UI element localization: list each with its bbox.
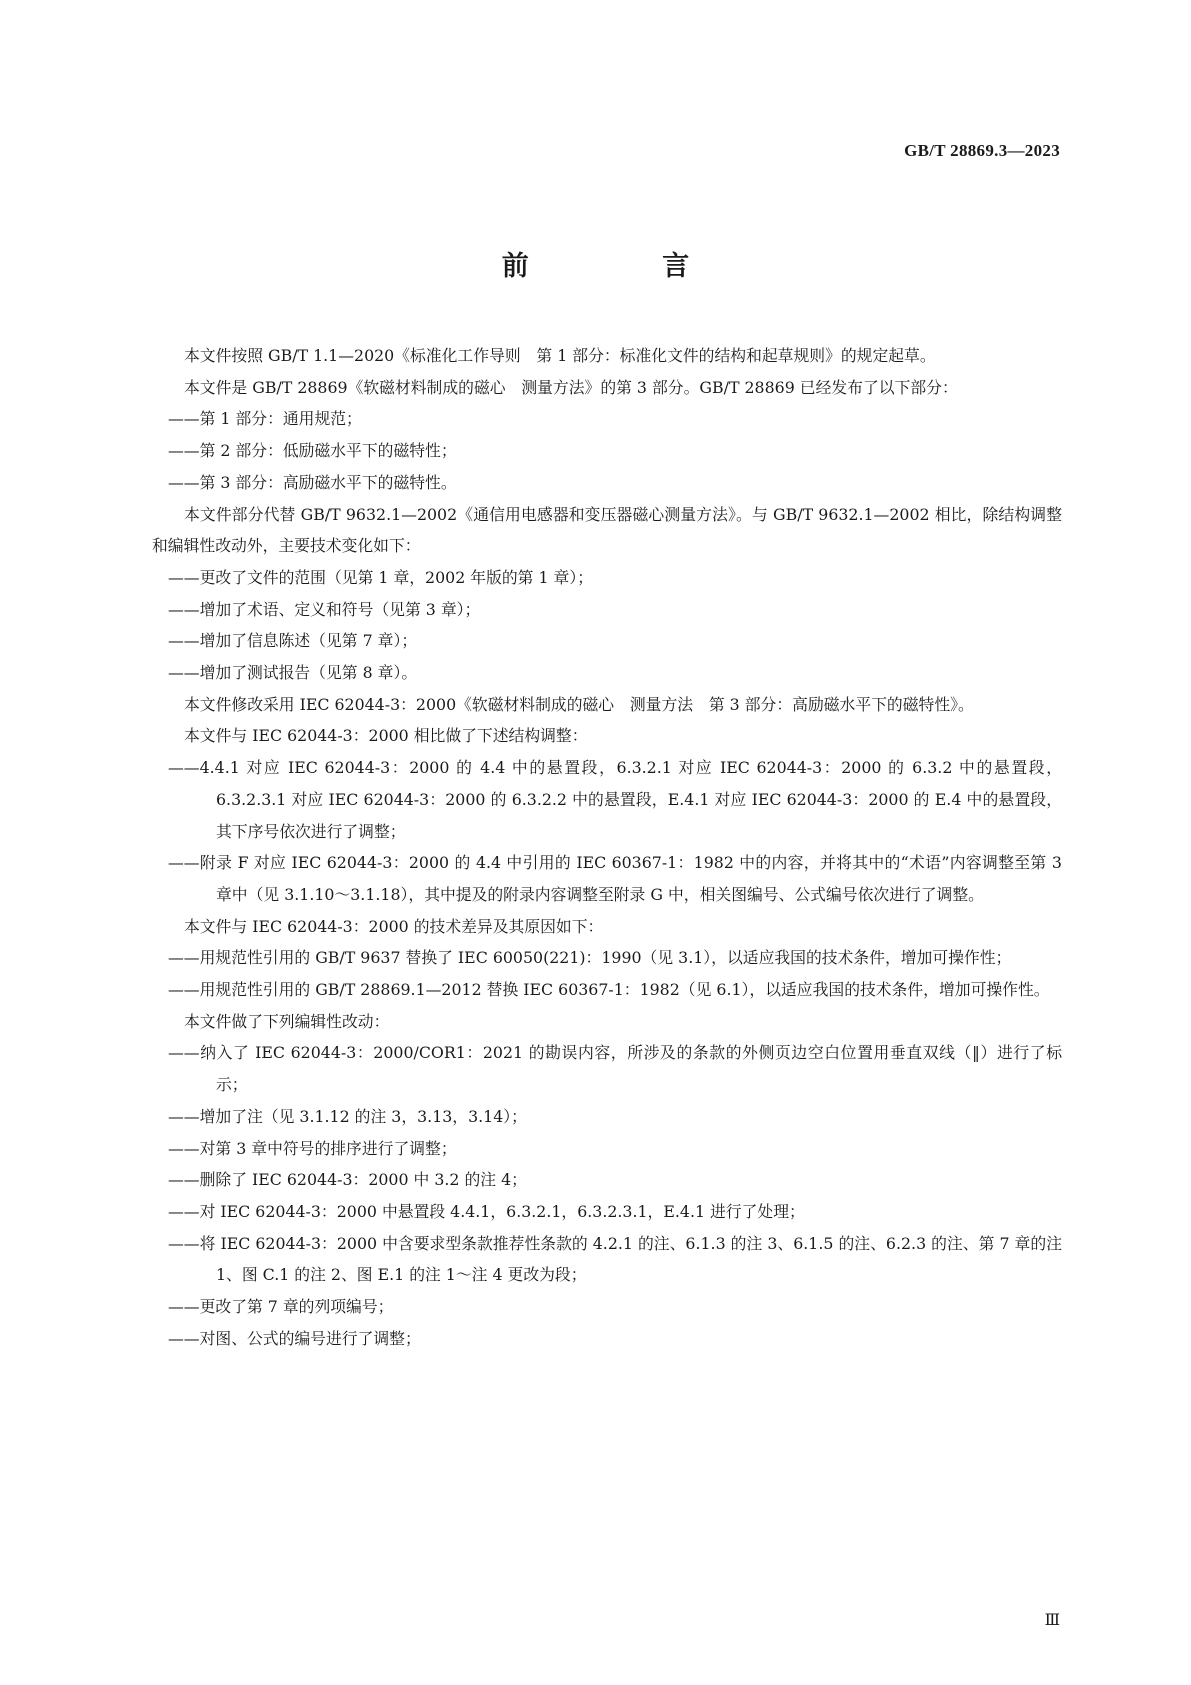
paragraph: 本文件做了下列编辑性改动： [184,1011,390,1031]
list-item: ——对第 3 章中符号的排序进行了调整； [168,1138,457,1158]
list-item: ——增加了测试报告（见第 8 章）。 [168,663,418,683]
page-title: 前 言 [501,251,752,282]
list-item: ——对 IEC 62044-3：2000 中悬置段 4.4.1，6.3.2.1，6.3.2.3.1，E.4.1 进行了处理； [168,1201,805,1221]
paragraph: 本文件与 IEC 62044-3：2000 相比做了下述结构调整： [184,726,588,746]
list-item: ——用规范性引用的 GB/T 9637 替换了 IEC 60050(221)：1990（见 3.1），以适应我国的技术条件，增加可操作性； [168,948,1012,968]
document-code: GB/T 28869.3—2023 [904,141,1060,160]
list-item: ——更改了第 7 章的列项编号； [168,1297,394,1317]
list-item: ——第 3 部分：高励磁水平下的磁特性。 [168,472,457,492]
list-item: ——第 1 部分：通用规范； [168,409,362,429]
list-item: ——更改了文件的范围（见第 1 章，2002 年版的第 1 章）； [168,567,594,587]
paragraph: 本文件修改采用 IEC 62044-3：2000《软磁材料制成的磁心 测量方法 第 3 部分：高励磁水平下的磁特性》。 [184,694,974,714]
list-item: ——纳入了 IEC 62044-3：2000/COR1：2021 的勘误内容，所涉及的条款的外侧页边空白位置用垂直双线（‖）进行了标示； [168,1043,1062,1095]
paragraph: 本文件是 GB/T 28869《软磁材料制成的磁心 测量方法》的第 3 部分。GB/T 28869 已经发布了以下部分： [184,377,958,397]
paragraph: 本文件部分代替 GB/T 9632.1—2002《通信用电感器和变压器磁心测量方法》。与 GB/T 9632.1—2002 相比，除结构调整和编辑性改动外，主要技术变化如下： [152,504,1062,556]
document-body [152,340,1062,1355]
list-item: ——增加了术语、定义和符号（见第 3 章）； [168,599,481,619]
list-item: ——用规范性引用的 GB/T 28869.1—2012 替换 IEC 60367-1：1982（见 6.1），以适应我国的技术条件，增加可操作性。 [168,980,1050,1000]
list-item: ——将 IEC 62044-3：2000 中含要求型条款推荐性条款的 4.2.1 的注、6.1.3 的注 3、6.1.5 的注、6.2.3 的注、第 7 章的注 1、图 C.1 的注 2、图 E.1 的注 1～注 4 更改为段； [168,1233,1062,1285]
list-item: ——对图、公式的编号进行了调整； [168,1328,421,1348]
list-item: ——附录 F 对应 IEC 62044-3：2000 的 4.4 中引用的 IEC 60367-1：1982 中的内容，并将其中的“术语”内容调整至第 3 章中（见 3.1.10～3.1.18），其中提及的附录内容调整至附录 G 中，相关图编号、公式编号依次进行了调整。 [168,853,1062,904]
list-item: ——删除了 IEC 62044-3：2000 中 3.2 的注 4； [168,1170,527,1190]
list-item: ——4.4.1 对应 IEC 62044-3：2000 的 4.4 中的悬置段，6.3.2.1 对应 IEC 62044-3：2000 的 6.3.2 中的悬置段，6.3.2.3.1 对应 IEC 62044-3：2000 的 6.3.2.2 中的悬置段，E.4.1 对应 IEC 62044-3：2000 的 E.4 中的悬置段，其下序号依次进行了调整； [168,758,1062,841]
paragraph: 本文件与 IEC 62044-3：2000 的技术差异及其原因如下： [184,916,604,936]
list-item: ——增加了注（见 3.1.12 的注 3，3.13，3.14）； [168,1106,527,1126]
list-item: ——第 2 部分：低励磁水平下的磁特性； [168,441,457,461]
list-item: ——增加了信息陈述（见第 7 章）； [168,631,418,651]
page-number: Ⅲ [1044,1612,1060,1629]
paragraph: 本文件按照 GB/T 1.1—2020《标准化工作导则 第 1 部分：标准化文件的结构和起草规则》的规定起草。 [184,346,936,365]
